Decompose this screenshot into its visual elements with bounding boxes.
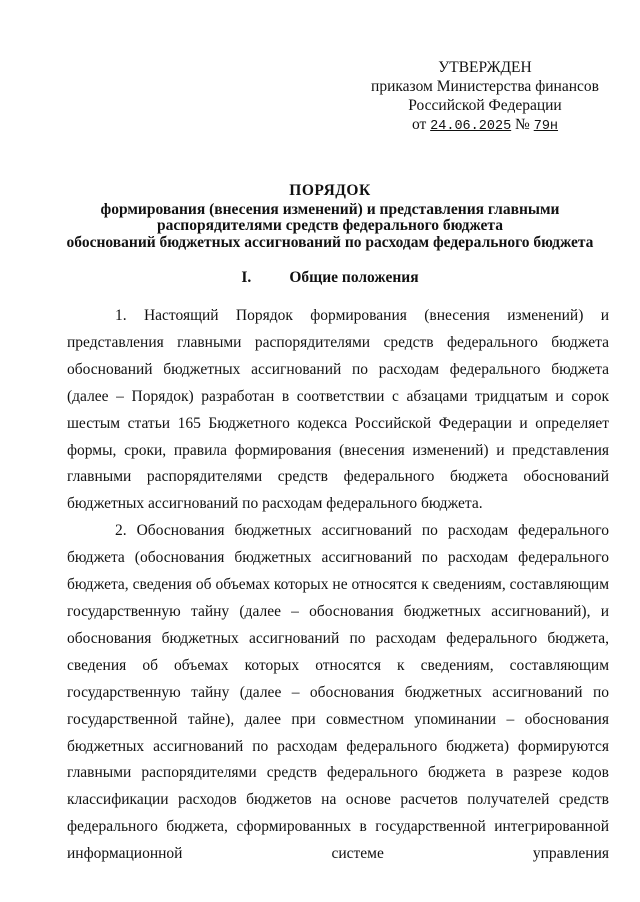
document-body xyxy=(67,303,609,868)
document-subtitle-line-2: распорядителями средств федерального бюджета xyxy=(157,217,503,234)
paragraph-2: 2. Обоснования бюджетных ассигнований по расходам федерального бюджета (обоснования бюджетных ассигнований по расходам федерального бюджета, сведения об объемах которых не относятся к сведениям, составляющим государственную тайну (далее – обоснования бюджетных ассигнований), и обоснования бюджетных ассигнований по расходам федерального бюджета, сведения об объемах которых относятся к сведениям, составляющим государственную тайну (далее – обоснования бюджетных ассигнований по государственной тайне), далее при совместном упоминании – обоснования бюджетных ассигнований по расходам федерального бюджета) формируются главными распорядителями средств федерального бюджета в разрезе кодов классификации расходов бюджетов на основе расчетов получателей средств федерального бюджета, сформированных в государственной интегрированной информационной системе управления xyxy=(67,522,609,863)
approval-number-sign: № xyxy=(515,116,530,133)
approval-order-line: приказом Министерства финансов xyxy=(371,78,599,95)
approval-date-prefix: от xyxy=(411,116,427,133)
document-subtitle-line-1: формирования (внесения изменений) и представления главными xyxy=(100,200,560,218)
section-heading xyxy=(60,269,600,287)
document-subtitle-line-3: обоснований бюджетных ассигнований по расходам федерального бюджета xyxy=(66,233,594,251)
section-number: I. xyxy=(241,269,252,286)
approval-date: 24.06.2025 xyxy=(430,119,512,134)
approval-status: УТВЕРЖДЕН xyxy=(438,59,532,76)
approval-number: 79н xyxy=(533,119,559,134)
document-title: ПОРЯДОК xyxy=(289,182,371,199)
section-title: Общие положения xyxy=(289,269,419,286)
paragraph-1: 1. Настоящий Порядок формирования (внесения изменений) и представления главными распорядителями средств федерального бюджета обоснований бюджетных ассигнований по расходам федерального бюджета (далее – Порядок) разработан в соответствии с абзацами тридцатым и сорок шестым статьи 165 Бюджетного кодекса Российской Федерации и определяет формы, сроки, правила формирования (внесения изменений) и представления главными распорядителями средств федерального бюджета обоснований бюджетных ассигнований по расходам федерального бюджета. xyxy=(67,307,609,513)
approval-ministry-line: Российской Федерации xyxy=(408,97,562,114)
document-title-block xyxy=(60,183,600,251)
approval-stamp xyxy=(360,58,610,136)
approval-date-line xyxy=(360,115,610,136)
